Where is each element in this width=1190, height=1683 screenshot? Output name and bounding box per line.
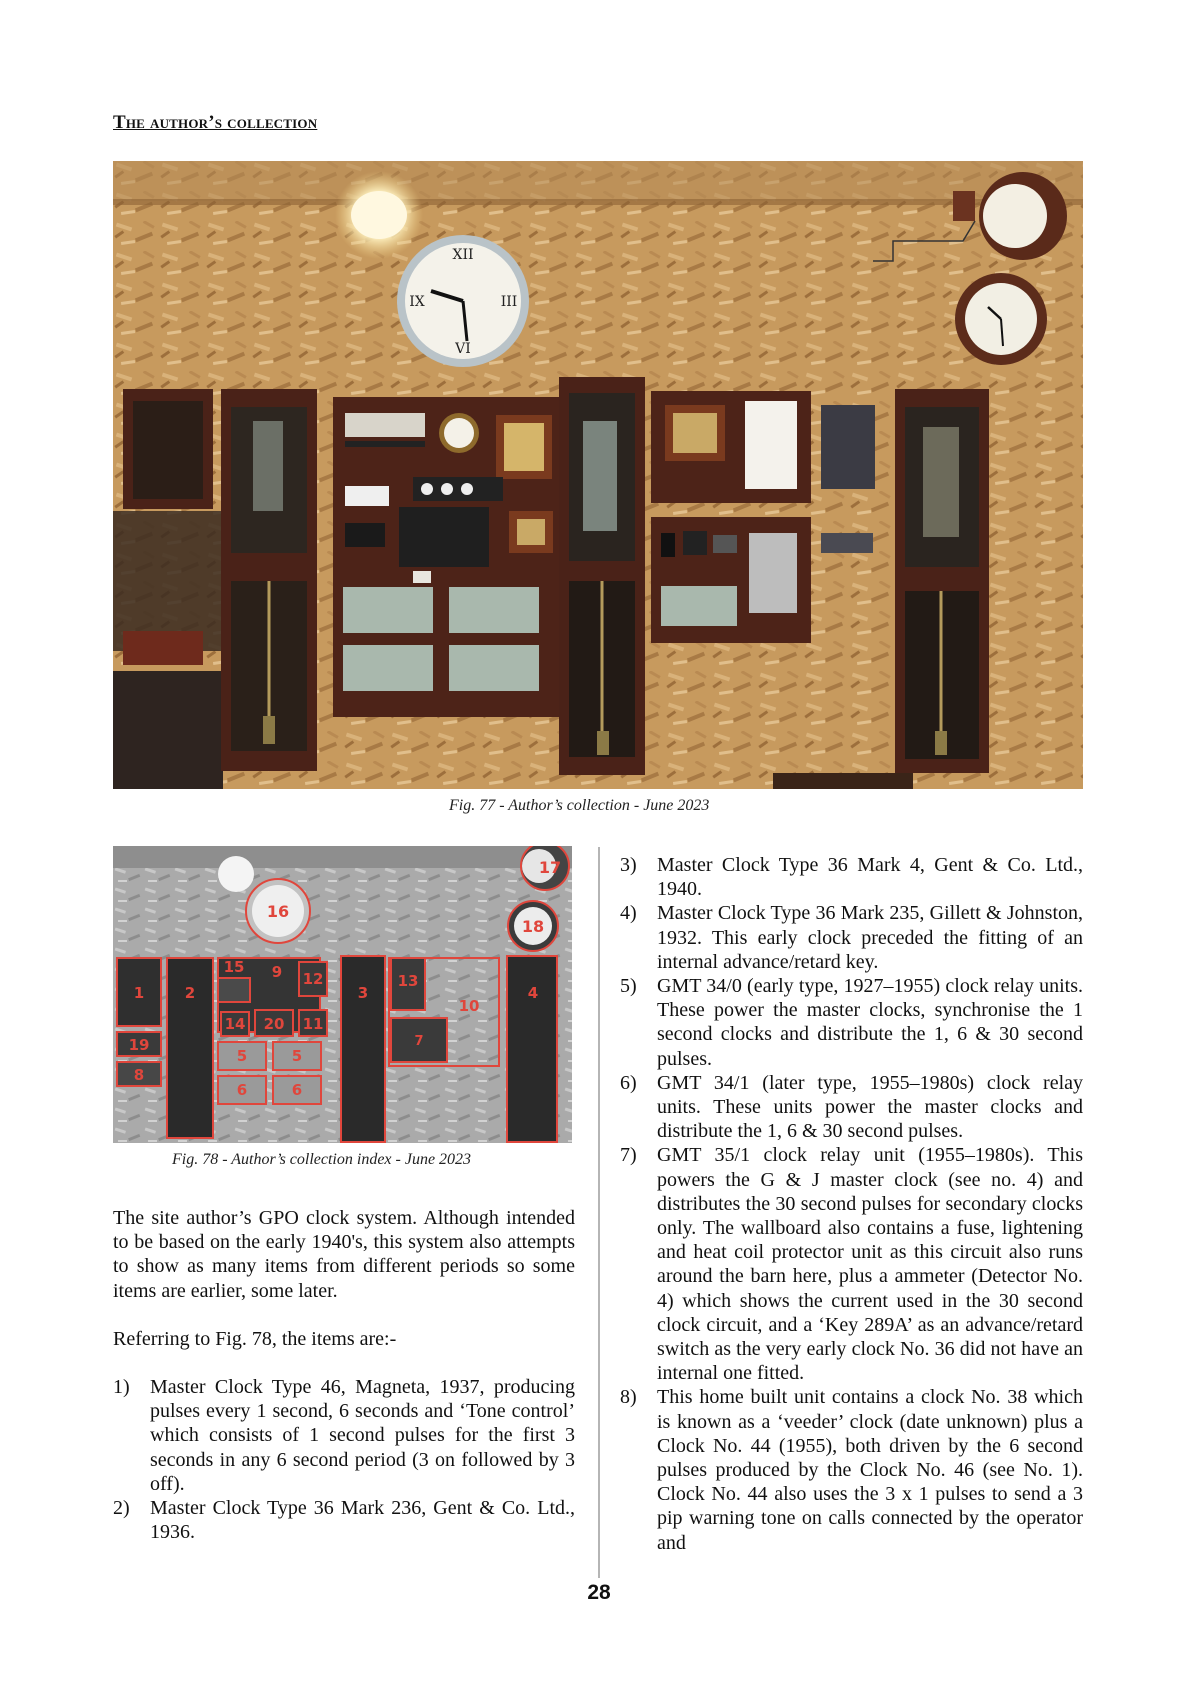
marker-15: 15	[223, 958, 245, 976]
items-list-right	[620, 853, 1083, 1555]
figure-78-photo	[113, 846, 572, 1143]
marker-1: 1	[133, 984, 145, 1002]
marker-10: 10	[458, 997, 480, 1015]
item-text: This home built unit contains a clock No. 38 which is known as a ‘veeder’ clock (date unknown) plus a Clock No. 44 (1955), both driven by the 6 second pulses produced by the Clock No. 46 (see No. 1). Clock No. 44 also uses the 3 x 1 pulses to send a 3 pip warning tone on calls connected by the operator and	[657, 1386, 1083, 1554]
list-item	[113, 1496, 575, 1544]
item-number: 6)	[620, 1071, 637, 1094]
item-number: 2)	[113, 1497, 130, 1520]
marker-9: 9	[271, 963, 283, 981]
figure-78-caption: Fig. 78 - Author’s collection index - June 2023	[172, 1151, 472, 1168]
list-item	[113, 1375, 575, 1496]
item-text: Master Clock Type 46, Magneta, 1937, producing pulses every 1 second, 6 seconds and ‘Tone control’ which consists of 1 second pulses for the first 3 seconds in any 6 second period (3 on followed by 3 off).	[150, 1376, 575, 1495]
marker-17: 17	[538, 858, 562, 877]
item-number: 8)	[620, 1386, 637, 1409]
right-column	[620, 853, 1083, 1555]
marker-11: 11	[302, 1015, 324, 1033]
marker-12: 12	[302, 970, 324, 988]
list-item	[620, 853, 1083, 901]
item-number: 7)	[620, 1144, 637, 1167]
marker-2: 2	[184, 984, 196, 1002]
list-item	[620, 1385, 1083, 1554]
list-item	[620, 1143, 1083, 1385]
items-list-left	[113, 1375, 575, 1544]
marker-5a: 5	[236, 1047, 248, 1065]
marker-6a: 6	[236, 1081, 248, 1099]
item-number: 1)	[113, 1376, 130, 1399]
figure-77-photo	[113, 161, 1083, 789]
clock-numeral-iii: III	[500, 294, 518, 310]
section-title: The author’s collection	[113, 112, 318, 133]
item-text: GMT 34/0 (early type, 1927–1955) clock relay units. These power the master clocks, synchronise the 1 second clocks and distribute the 1, 6 & 30 second pulses.	[657, 975, 1083, 1070]
clock-numeral-xii: XII	[452, 247, 474, 263]
clock-numeral-vi: VI	[455, 341, 471, 357]
clock-numeral-ix: IX	[409, 294, 425, 310]
marker-6b: 6	[291, 1081, 303, 1099]
referring-paragraph: Referring to Fig. 78, the items are:-	[113, 1327, 397, 1350]
item-number: 5)	[620, 975, 637, 998]
marker-20: 20	[263, 1015, 285, 1033]
marker-18: 18	[521, 917, 545, 936]
marker-7: 7	[414, 1034, 424, 1049]
marker-13: 13	[397, 972, 419, 990]
list-item	[620, 974, 1083, 1071]
intro-paragraph: The site author’s GPO clock system. Although intended to be based on the early 1940's, this system also attempts to show as many items from different periods so some items are earlier, some later.	[113, 1207, 575, 1302]
list-item	[620, 901, 1083, 974]
marker-5b: 5	[291, 1047, 303, 1065]
marker-19: 19	[128, 1036, 150, 1054]
marker-16: 16	[266, 902, 290, 921]
marker-4: 4	[527, 984, 539, 1002]
figure-77-caption: Fig. 77 - Author’s collection - June 2023	[449, 797, 710, 814]
item-text: GMT 34/1 (later type, 1955–1980s) clock relay units. These units power the master clocks and distribute the 1, 6 & 30 second pulses.	[657, 1071, 1083, 1143]
page-number: 28	[587, 1581, 611, 1604]
item-text: Master Clock Type 36 Mark 4, Gent & Co. Ltd., 1940.	[657, 854, 1083, 901]
item-number: 4)	[620, 902, 637, 925]
item-number: 3)	[620, 854, 637, 876]
item-text: Master Clock Type 36 Mark 235, Gillett & Johnston, 1932. This early clock preceded the fitting of an internal advance/retard key.	[657, 902, 1083, 973]
marker-3: 3	[357, 984, 369, 1002]
column-divider	[598, 847, 600, 1578]
marker-14: 14	[224, 1015, 246, 1033]
list-item	[620, 1071, 1083, 1144]
item-text: Master Clock Type 36 Mark 236, Gent & Co. Ltd., 1936.	[150, 1497, 575, 1544]
marker-8: 8	[133, 1066, 145, 1084]
left-column	[113, 1206, 575, 1544]
item-text: GMT 35/1 clock relay unit (1955–1980s). This powers the G & J master clock (see no. 4) and distributes the 30 second pulses for secondary clocks only. The wallboard also contains a fuse, lightening and heat coil protector unit as this circuit also runs around the barn here, plus a ammeter (Detector No. 4) which shows the current used in the 30 second clock circuit, and a ‘Key 289A’ as an advance/retard switch as the very early clock No. 36 did not have an internal one fitted.	[657, 1144, 1083, 1385]
